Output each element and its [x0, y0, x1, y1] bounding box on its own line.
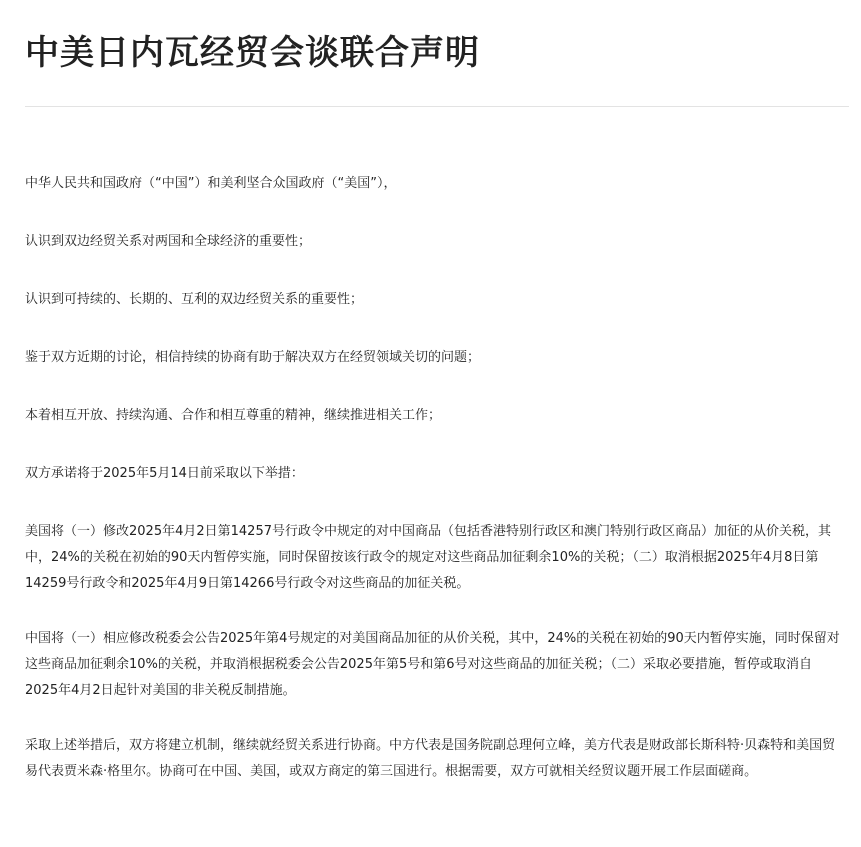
paragraph-recognition-sustainable: 认识到可持续的、长期的、互利的双边经贸关系的重要性；: [25, 292, 364, 307]
page-title: 中美日内瓦经贸会谈联合声明: [25, 33, 480, 73]
paragraph-commitment: 双方承诺将于2025年5月14日前采取以下举措：: [25, 466, 304, 481]
paragraph-parties: 中华人民共和国政府（“中国”）和美利坚合众国政府（“美国”），: [25, 176, 397, 191]
title-divider: [25, 106, 849, 107]
paragraph-us-measures: 美国将（一）修改2025年4月2日第14257号行政令中规定的对中国商品（包括香港特别行政区和澳门特别行政区商品）加征的从价关税，其中，24%的关税在初始的90天内暂停实施，同时保留按该行政令的规定对这些商品加征剩余10%的关税；（二）取消根据2025年4月8日第14259号行政令和2025年4月9日第14266号行政令对这些商品的加征关税。: [25, 524, 831, 591]
paragraph-spirit: 本着相互开放、持续沟通、合作和相互尊重的精神，继续推进相关工作；: [25, 408, 442, 423]
paragraph-recognition-importance: 认识到双边经贸关系对两国和全球经济的重要性；: [25, 234, 312, 249]
paragraph-china-measures: 中国将（一）相应修改税委会公告2025年第4号规定的对美国商品加征的从价关税，其中，24%的关税在初始的90天内暂停实施，同时保留对这些商品加征剩余10%的关税，并取消根据税委会公告2025年第5号和第6号对这些商品的加征关税；（二）采取必要措施，暂停或取消自2025年4月2日起针对美国的非关税反制措施。: [25, 631, 840, 698]
article-body: [25, 171, 845, 785]
paragraph-mechanism: 采取上述举措后，双方将建立机制，继续就经贸关系进行协商。中方代表是国务院副总理何立峰，美方代表是财政部长斯科特·贝森特和美国贸易代表贾米森·格里尔。协商可在中国、美国，或双方商定的第三国进行。根据需要，双方可就相关经贸议题开展工作层面磋商。: [25, 738, 836, 779]
paragraph-recent-discussions: 鉴于双方近期的讨论，相信持续的协商有助于解决双方在经贸领域关切的问题；: [25, 350, 481, 365]
